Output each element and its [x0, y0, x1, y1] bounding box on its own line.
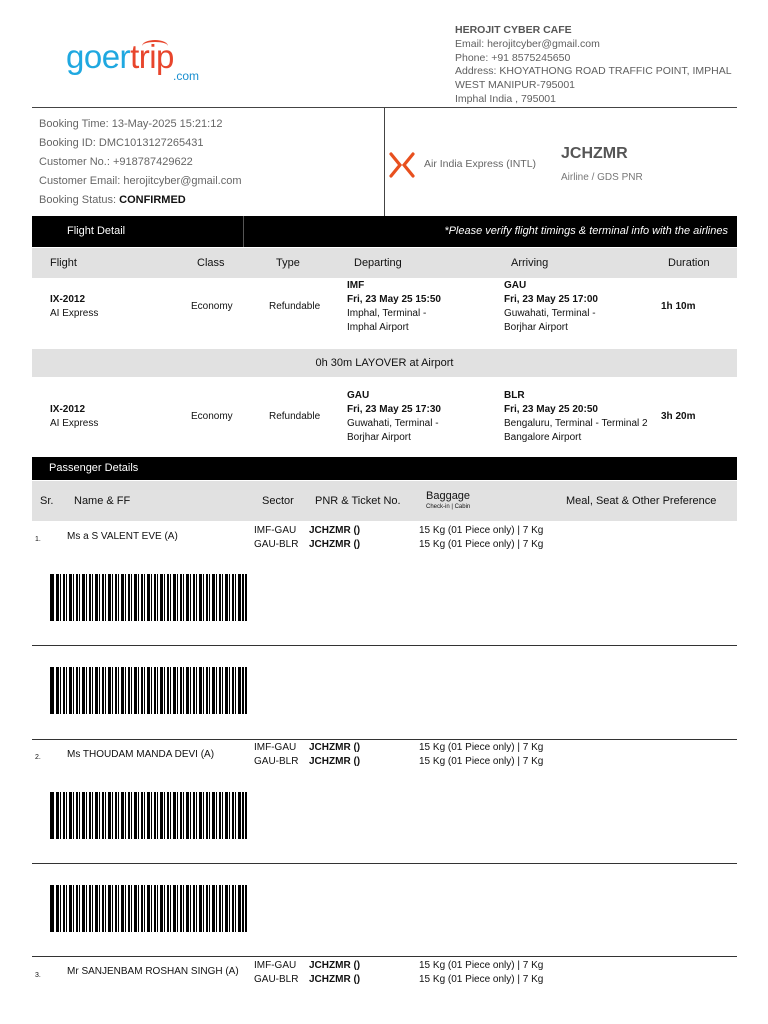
agency-address-line1: Address: KHOYATHONG ROAD TRAFFIC POINT, IMPHAL [455, 65, 732, 78]
pax-pnr: JCHZMR () [309, 539, 361, 550]
pax-sr: 2. [35, 754, 41, 761]
flight-duration: 3h 20m [661, 411, 696, 422]
col-sr: Sr. [40, 495, 54, 507]
col-baggage: Baggage [426, 490, 471, 502]
agency-address-line2: WEST MANIPUR-795001 [455, 79, 576, 92]
pax-bag: 15 Kg (01 Piece only) | 7 Kg [419, 525, 544, 536]
pax-sr: 1. [35, 536, 41, 543]
dep-city: Imphal, Terminal - [347, 308, 427, 319]
logo-part-trip: trip [130, 38, 174, 75]
air-india-express-icon [389, 152, 415, 178]
arr-time: Fri, 23 May 25 20:50 [504, 404, 598, 415]
pax-name: Mr SANJENBAM ROSHAN SINGH (A) [67, 966, 239, 977]
booking-info [39, 115, 242, 210]
airline-pnr: JCHZMR [561, 145, 628, 162]
booking-status [39, 191, 242, 210]
dep-code: IMF [347, 280, 365, 291]
dep-code: GAU [347, 390, 370, 401]
flight-1-arriving [504, 279, 598, 335]
pax-sector: GAU-BLR [254, 539, 299, 550]
pax-name: Ms a S VALENT EVE (A) [67, 531, 178, 542]
pax-pnrs [309, 524, 360, 552]
flight-verify-note: *Please verify flight timings & terminal info with the airlines [444, 225, 728, 237]
dep-airport: Imphal Airport [347, 322, 409, 333]
pax-sector: GAU-BLR [254, 974, 299, 985]
pax-baggage [419, 959, 543, 987]
flight-detail-header [32, 216, 737, 247]
booking-time: Booking Time: 13-May-2025 15:21:12 [39, 118, 223, 130]
col-class: Class [197, 257, 225, 269]
booking-status-label: Booking Status: [39, 194, 117, 206]
boarding-pass-barcode [50, 667, 248, 714]
customer-email: Customer Email: herojitcyber@gmail.com [39, 175, 242, 187]
pax-pnrs [309, 959, 360, 987]
flight-duration: 1h 10m [661, 301, 696, 312]
flight-1-departing [347, 279, 441, 335]
arr-airport: Bangalore Airport [504, 432, 582, 443]
pax-sector: GAU-BLR [254, 756, 299, 767]
flight-detail-title: Flight Detail [67, 225, 126, 237]
pax-baggage [419, 741, 543, 769]
customer-number: Customer No.: +918787429622 [39, 156, 193, 168]
booking-status-value: CONFIRMED [119, 194, 186, 206]
flight-1-number-cell [50, 293, 98, 321]
pax-pnr: JCHZMR () [309, 974, 361, 985]
airline-pnr-label: Airline / GDS PNR [561, 172, 643, 183]
boarding-pass-barcode [50, 885, 248, 932]
flight-carrier: AI Express [50, 418, 99, 429]
pax-bag: 15 Kg (01 Piece only) | 7 Kg [419, 960, 544, 971]
flight-column-headers [32, 248, 737, 278]
passenger-column-headers [32, 481, 737, 521]
boarding-pass-barcode [50, 574, 248, 621]
col-sector: Sector [262, 495, 294, 507]
col-arriving: Arriving [511, 257, 549, 269]
pax-sectors [254, 959, 298, 987]
divider [32, 739, 737, 740]
pax-pnr: JCHZMR () [309, 525, 361, 536]
pax-pnr: JCHZMR () [309, 756, 361, 767]
flight-number: IX-2012 [50, 404, 86, 415]
pax-bag: 15 Kg (01 Piece only) | 7 Kg [419, 974, 544, 985]
airline-name: Air India Express (INTL) [424, 158, 537, 170]
arr-time: Fri, 23 May 25 17:00 [504, 294, 598, 305]
pax-pnr: JCHZMR () [309, 960, 361, 971]
flight-class: Economy [191, 411, 233, 422]
logo-suffix: .com [173, 69, 200, 83]
dep-time: Fri, 23 May 25 17:30 [347, 404, 441, 415]
boarding-pass-barcode [50, 792, 248, 839]
col-duration: Duration [668, 257, 710, 269]
flight-carrier: AI Express [50, 308, 99, 319]
agency-info [455, 24, 755, 107]
passenger-details-title: Passenger Details [49, 462, 139, 474]
col-flight: Flight [50, 257, 77, 269]
pax-sector: IMF-GAU [254, 960, 297, 971]
col-baggage-sub: Check-in | Cabin [426, 504, 471, 510]
pax-sr: 3. [35, 972, 41, 979]
logo-part-goer: goer [66, 38, 131, 75]
flight-number: IX-2012 [50, 294, 86, 305]
pax-name: Ms THOUDAM MANDA DEVI (A) [67, 749, 215, 760]
agency-phone: Phone: +91 8575245650 [455, 51, 571, 64]
arr-city: Guwahati, Terminal - [504, 308, 596, 319]
agency-address-line3: Imphal India , 795001 [455, 92, 556, 105]
passenger-details-header [32, 457, 737, 480]
divider [32, 956, 737, 957]
divider [384, 107, 385, 216]
flight-2-departing [347, 389, 441, 445]
pax-pnrs [309, 741, 360, 769]
arr-code: BLR [504, 390, 525, 401]
divider [32, 645, 737, 646]
flight-type: Refundable [269, 411, 321, 422]
dep-city: Guwahati, Terminal - [347, 418, 439, 429]
arr-airport: Borjhar Airport [504, 322, 568, 333]
flight-2-arriving [504, 389, 648, 445]
pax-bag: 15 Kg (01 Piece only) | 7 Kg [419, 539, 544, 550]
divider [32, 863, 737, 864]
divider [243, 216, 244, 247]
pax-bag: 15 Kg (01 Piece only) | 7 Kg [419, 756, 544, 767]
dep-airport: Borjhar Airport [347, 432, 411, 443]
arr-city: Bengaluru, Terminal - Terminal 2 [504, 418, 648, 429]
booking-id: Booking ID: DMC1013127265431 [39, 137, 204, 149]
pax-baggage [419, 524, 543, 552]
flight-class: Economy [191, 301, 233, 312]
agency-name: HEROJIT CYBER CAFE [455, 24, 572, 36]
layover-banner: 0h 30m LAYOVER at Airport [32, 349, 737, 377]
col-departing: Departing [354, 257, 402, 269]
pax-sector: IMF-GAU [254, 525, 297, 536]
pax-bag: 15 Kg (01 Piece only) | 7 Kg [419, 742, 544, 753]
col-pnr: PNR & Ticket No. [315, 495, 401, 507]
pax-sectors [254, 524, 298, 552]
col-name: Name & FF [74, 495, 131, 507]
col-type: Type [276, 257, 300, 269]
agency-email: Email: herojitcyber@gmail.com [455, 37, 600, 50]
col-meal: Meal, Seat & Other Preference [566, 495, 717, 507]
logo-arc-icon [142, 40, 168, 52]
flight-type: Refundable [269, 301, 321, 312]
flight-2-number-cell [50, 403, 98, 431]
arr-code: GAU [504, 280, 527, 291]
pax-sectors [254, 741, 298, 769]
pax-pnr: JCHZMR () [309, 742, 361, 753]
pax-sector: IMF-GAU [254, 742, 297, 753]
dep-time: Fri, 23 May 25 15:50 [347, 294, 441, 305]
